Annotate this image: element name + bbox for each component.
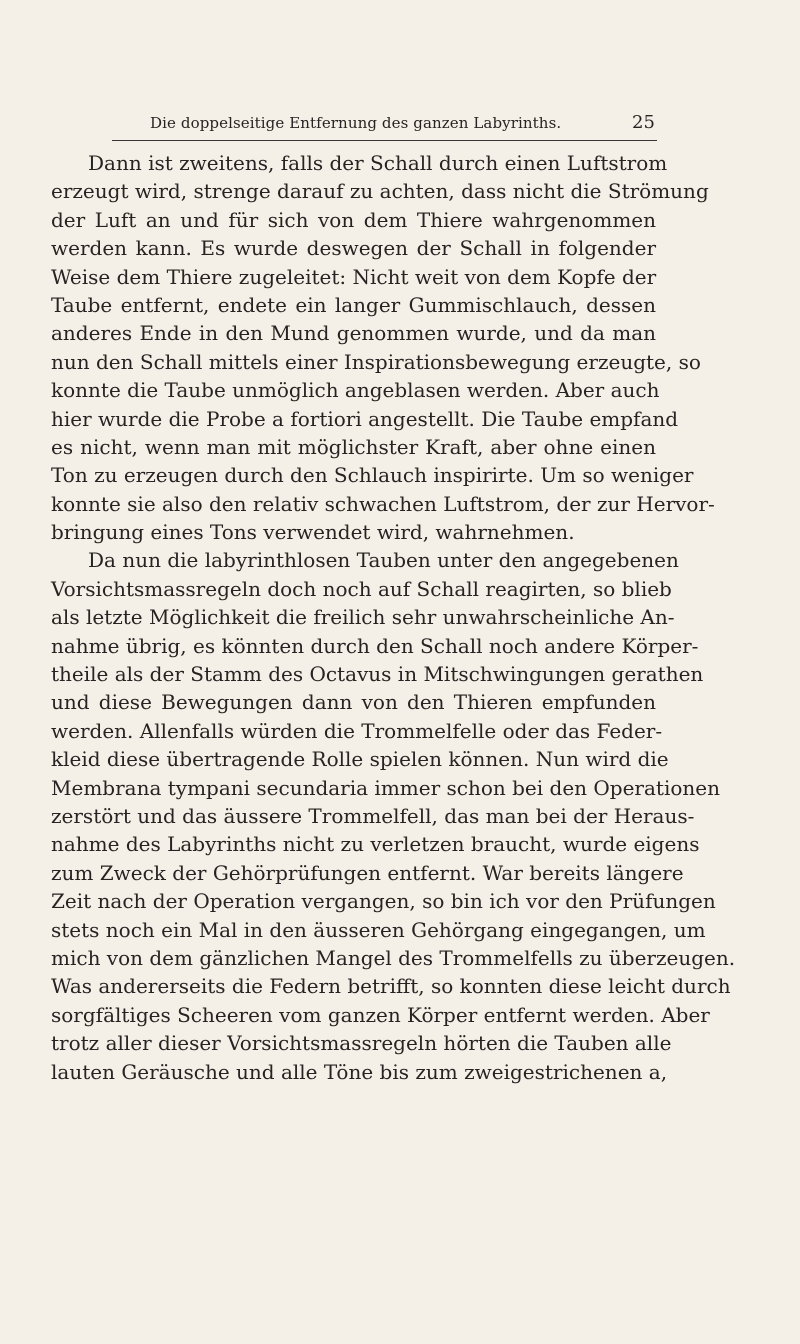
text-line: sorgfältiges Scheeren vom ganzen Körper entfernt werden. Aber <box>51 1002 710 1027</box>
text-line: nun den Schall mittels einer Inspirationsbewegung erzeugte, so <box>51 349 701 374</box>
text-line: anderes Ende in den Mund genommen wurde, und da man <box>51 321 656 346</box>
text-line: Weise dem Thiere zugeleitet: Nicht weit von dem Kopfe der <box>51 264 657 289</box>
text-line: trotz aller dieser Vorsichtsmassregeln hörten die Tauben alle <box>51 1031 672 1056</box>
text-line: bringung eines Tons verwendet wird, wahrnehmen. <box>51 520 575 545</box>
text-line: erzeugt wird, strenge darauf zu achten, dass nicht die Strömung <box>51 179 709 204</box>
text-line: Zeit nach der Operation vergangen, so bin ich vor den Prüfungen <box>51 889 716 914</box>
text-line: hier wurde die Probe a fortiori angestellt. Die Taube empfand <box>51 406 679 431</box>
text-line: nahme übrig, es könnten durch den Schall noch andere Körper- <box>51 633 699 658</box>
text-line: kleid diese übertragende Rolle spielen können. Nun wird die <box>51 747 669 772</box>
text-line: Vorsichtsmassregeln doch noch auf Schall reagirten, so blieb <box>51 576 672 601</box>
text-line: theile als der Stamm des Octavus in Mitschwingungen gerathen <box>51 662 704 687</box>
text-line: Taube entfernt, endete ein langer Gummischlauch, dessen <box>51 292 656 317</box>
paragraph-2 <box>51 546 736 1085</box>
header-rule <box>112 140 657 141</box>
paragraph-1 <box>51 149 715 546</box>
text-line: Dann ist zweitens, falls der Schall durch einen Luftstrom <box>88 151 668 175</box>
text-line: es nicht, wenn man mit möglichster Kraft, aber ohne einen <box>51 434 656 459</box>
text-line: werden kann. Es wurde deswegen der Schall in folgender <box>51 236 656 261</box>
text-line: Ton zu erzeugen durch den Schlauch inspirirte. Um so weniger <box>51 463 694 488</box>
running-header: Die doppelseitige Entfernung des ganzen Labyrinths. <box>150 114 562 132</box>
text-line: als letzte Möglichkeit die freilich sehr unwahrscheinliche An- <box>51 605 675 630</box>
text-line: stets noch ein Mal in den äusseren Gehörgang eingegangen, um <box>51 917 706 942</box>
text-line: Membrana tympani secundaria immer schon bei den Operationen <box>51 775 720 800</box>
page-number: 25 <box>632 112 655 133</box>
text-line: konnte sie also den relativ schwachen Luftstrom, der zur Hervor- <box>51 491 715 516</box>
text-line: und diese Bewegungen dann von den Thieren empfunden <box>51 690 656 715</box>
text-line: zerstört und das äussere Trommelfell, das man bei der Heraus- <box>51 803 695 828</box>
text-line: der Luft an und für sich von dem Thiere wahrgenommen <box>51 207 656 232</box>
text-line: werden. Allenfalls würden die Trommelfelle oder das Feder- <box>51 718 663 743</box>
text-line: konnte die Taube unmöglich angeblasen werden. Aber auch <box>51 378 660 403</box>
body-text <box>51 149 736 1086</box>
text-line: nahme des Labyrinths nicht zu verletzen braucht, wurde eigens <box>51 832 700 857</box>
text-line: Was andererseits die Federn betrifft, so konnten diese leicht durch <box>51 974 731 999</box>
text-line: mich von dem gänzlichen Mangel des Trommelfells zu überzeugen. <box>51 945 736 970</box>
text-line: Da nun die labyrinthlosen Tauben unter den angegebenen <box>88 548 679 573</box>
text-line: lauten Geräusche und alle Töne bis zum zweigestrichenen a, <box>51 1059 668 1084</box>
text-line: zum Zweck der Gehörprüfungen entfernt. War bereits längere <box>51 860 684 885</box>
